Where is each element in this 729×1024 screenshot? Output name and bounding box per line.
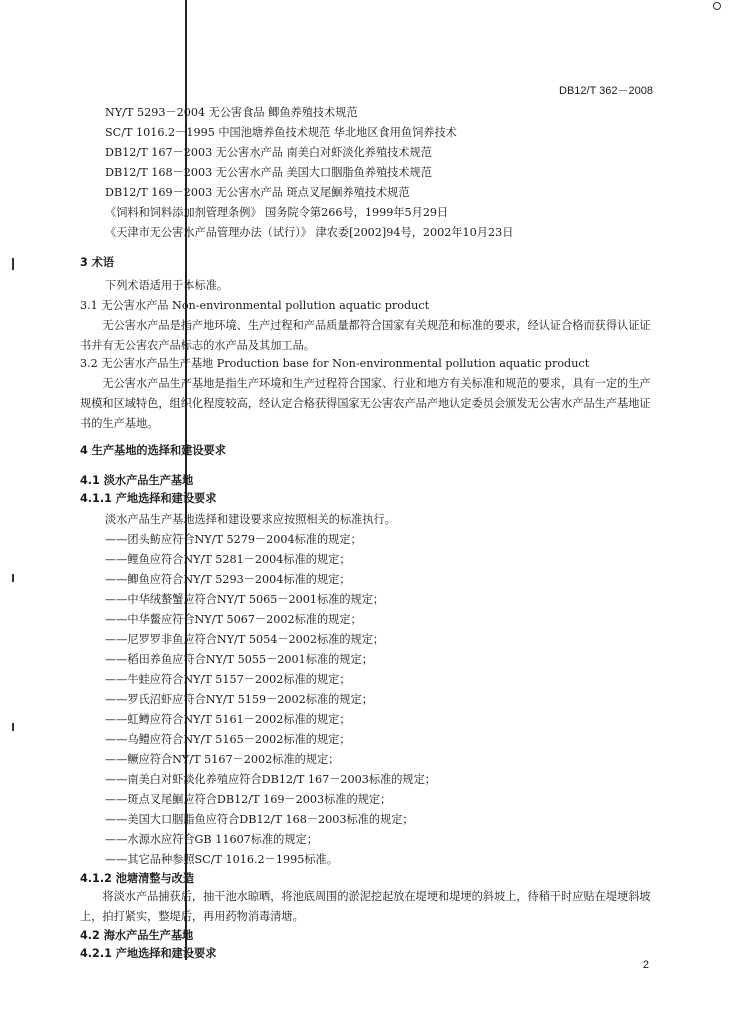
list-item: ——鳜应符合NY/T 5167－2002标准的规定； — [105, 753, 340, 766]
list-item: ——团头鲂应符合NY/T 5279－2004标准的规定； — [105, 533, 362, 546]
list-item: ——尼罗罗非鱼应符合NY/T 5054－2002标准的规定； — [105, 633, 385, 646]
list-item: ——中华绒螯蟹应符合NY/T 5065－2001标准的规定； — [105, 593, 385, 606]
subsection-heading: 4.1 淡水产品生产基地 — [80, 474, 194, 487]
subsection-heading: 4.2 海水产品生产基地 — [80, 929, 194, 942]
subsection-heading: 4.1.1 产地选择和建设要求 — [80, 492, 217, 505]
term-definition: 无公害水产品是指产地环境、生产过程和产品质量都符合国家有关规范和标准的要求，经认证合格而获得认证证书并有无公害农产品标志的水产品及其加工品。 — [80, 319, 651, 352]
term-definition: 无公害水产品生产基地是指生产环境和生产过程符合国家、行业和地方有关标准和规范的要求，具有一定的生产规模和区域特色，组织化程度较高，经认定合格获得国家无公害农产品产地认定委员会颁发无公害水产品生产基地证书的生产基地。 — [80, 377, 651, 430]
margin-tick — [12, 258, 14, 270]
list-item: ——鲤鱼应符合NY/T 5281－2004标准的规定； — [105, 553, 351, 566]
list-item: ——虹鳟应符合NY/T 5161－2002标准的规定； — [105, 713, 351, 726]
list-item: ——鲫鱼应符合NY/T 5293－2004标准的规定； — [105, 573, 351, 586]
paragraph: 将淡水产品捕获后，抽干池水晾晒，将池底周围的淤泥挖起放在堤埂和堤埂的斜坡上，待稍干时应贴在堤埂斜坡上，拍打紧实，整堤后，再用药物消毒清塘。 — [80, 890, 651, 923]
margin-tick — [12, 574, 14, 582]
standard-code: DB12/T 362－2008 — [559, 85, 653, 97]
paragraph: 淡水产品生产基地选择和建设要求应按照相关的标准执行。 — [105, 513, 396, 526]
margin-tick — [12, 723, 14, 731]
list-item: ——罗氏沼虾应符合NY/T 5159－2002标准的规定； — [105, 693, 373, 706]
list-item: ——中华鳖应符合NY/T 5067－2002标准的规定； — [105, 613, 362, 626]
paragraph: 下列术语适用于本标准。 — [105, 279, 229, 292]
reference-item: 《天津市无公害水产品管理办法（试行）》 津农委[2002]94号，2002年10月23日 — [105, 226, 514, 239]
list-item: ——斑点叉尾鮰应符合DB12/T 169－2003标准的规定； — [105, 793, 392, 806]
section-heading: 4 生产基地的选择和建设要求 — [80, 444, 226, 457]
reference-item: DB12/T 168－2003 无公害水产品 美国大口胭脂鱼养殖技术规范 — [105, 166, 432, 179]
list-item: ——美国大口胭脂鱼应符合DB12/T 168－2003标准的规定； — [105, 813, 414, 826]
reference-item: SC/T 1016.2－1995 中国池塘养鱼技术规范 华北地区食用鱼饲养技术 — [105, 126, 457, 139]
section-heading: 3 术语 — [80, 256, 115, 269]
term-heading: 3.2 无公害水产品生产基地 Production base for Non-environmental pollution aquatic product — [80, 357, 590, 370]
reference-item: DB12/T 169－2003 无公害水产品 斑点叉尾鮰养殖技术规范 — [105, 186, 410, 199]
list-item: ——其它品种参照SC/T 1016.2－1995标准。 — [105, 853, 338, 866]
reference-item: NY/T 5293－2004 无公害食品 鲫鱼养殖技术规范 — [105, 106, 358, 119]
reference-item: 《饲料和饲料添加剂管理条例》 国务院令第266号，1999年5月29日 — [105, 206, 449, 219]
subsection-heading: 4.1.2 池塘清整与改造 — [80, 872, 195, 885]
list-item: ——南美白对虾淡化养殖应符合DB12/T 167－2003标准的规定； — [105, 773, 436, 786]
scan-artifact-mark — [713, 2, 721, 10]
reference-item: DB12/T 167－2003 无公害水产品 南美白对虾淡化养殖技术规范 — [105, 146, 432, 159]
term-heading: 3.1 无公害水产品 Non-environmental pollution aquatic product — [80, 299, 430, 312]
list-item: ——水源水应符合GB 11607标准的规定； — [105, 833, 318, 846]
page-number: 2 — [642, 959, 649, 971]
subsection-heading: 4.2.1 产地选择和建设要求 — [80, 947, 217, 960]
list-item: ——稻田养鱼应符合NY/T 5055－2001标准的规定； — [105, 653, 373, 666]
list-item: ——牛蛙应符合NY/T 5157－2002标准的规定； — [105, 673, 351, 686]
list-item: ——乌鳢应符合NY/T 5165－2002标准的规定； — [105, 733, 351, 746]
